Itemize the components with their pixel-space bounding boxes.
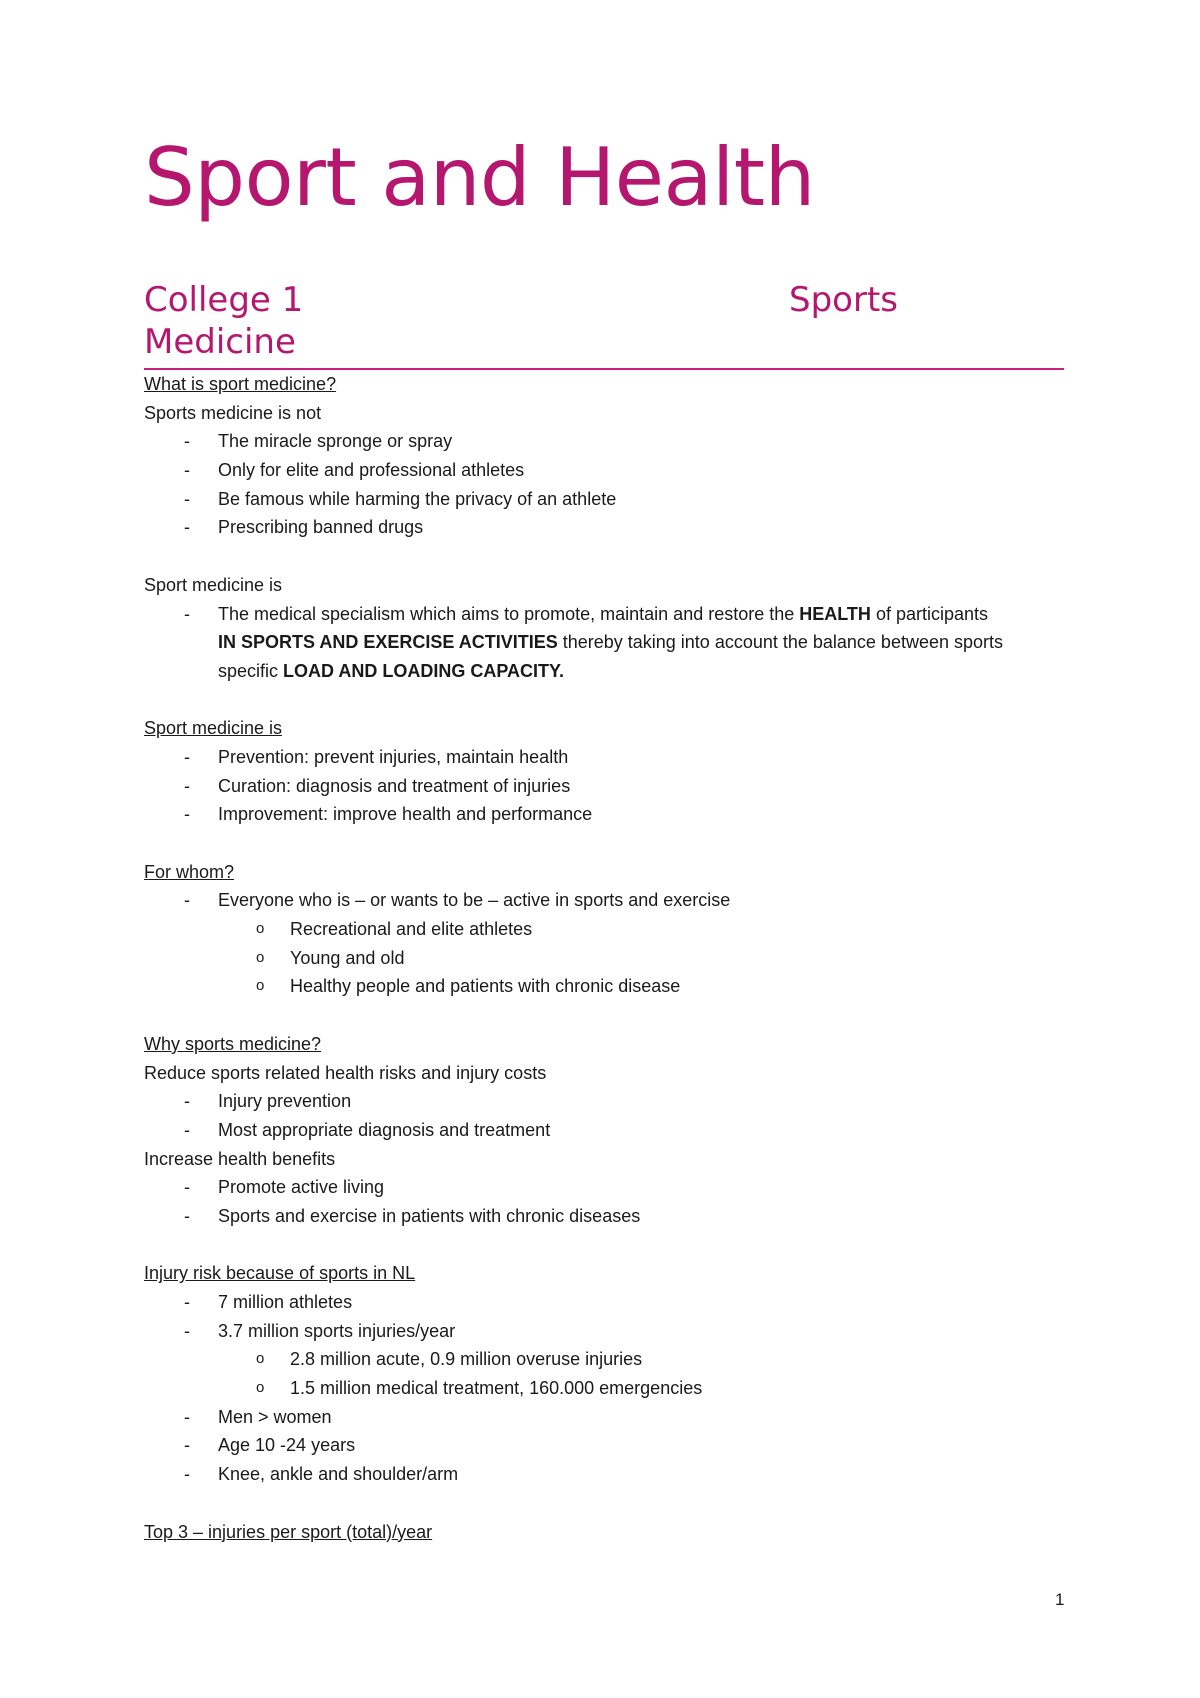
sub-list-item: o 1.5 million medical treatment, 160.000 emergencies	[256, 1378, 703, 1399]
for-whom-heading: For whom?	[144, 861, 235, 882]
list-item: - Only for elite and professional athletes	[184, 460, 525, 481]
page-title: Sport and Health	[144, 131, 815, 224]
list-item: - Sports and exercise in patients with chronic diseases	[184, 1205, 641, 1226]
what-is-heading: What is sport medicine?	[144, 374, 337, 394]
list-item: - Be famous while harming the privacy of an athlete	[184, 488, 617, 509]
list-item-continuation: IN SPORTS AND EXERCISE ACTIVITIES thereby taking into account the balance between sports	[218, 632, 1004, 653]
heading-medicine: Medicine	[144, 322, 296, 362]
sub-list-item: o 2.8 million acute, 0.9 million overuse injuries	[256, 1349, 643, 1370]
list-item: - 7 million athletes	[184, 1292, 353, 1312]
top3-heading: Top 3 – injuries per sport (total)/year	[144, 1521, 433, 1542]
injury-risk-heading: Injury risk because of sports in NL	[144, 1263, 416, 1284]
list-item: - Men > women	[184, 1406, 332, 1427]
paragraph: Increase health benefits	[144, 1148, 336, 1169]
sub-list-item: o Young and old	[256, 947, 405, 968]
section-heading	[144, 280, 1064, 370]
list-item: - Everyone who is – or wants to be – active in sports and exercise	[184, 890, 731, 911]
sport-medicine-is-heading: Sport medicine is	[144, 718, 283, 739]
page-number: 1	[1055, 1590, 1065, 1609]
heading-sports: Sports	[789, 280, 898, 320]
list-item: - Injury prevention	[184, 1091, 352, 1112]
document-body	[144, 370, 1074, 1546]
list-item: - Prescribing banned drugs	[184, 517, 424, 538]
list-item: - 3.7 million sports injuries/year	[184, 1320, 456, 1341]
paragraph: Reduce sports related health risks and injury costs	[144, 1062, 547, 1083]
list-item-continuation: specific LOAD AND LOADING CAPACITY.	[218, 660, 565, 681]
list-item: - Improvement: improve health and performance	[184, 804, 593, 825]
paragraph: Sports medicine is not	[144, 402, 322, 423]
heading-college: College 1	[144, 280, 304, 320]
list-item: - Knee, ankle and shoulder/arm	[184, 1464, 459, 1485]
list-item: - Most appropriate diagnosis and treatment	[184, 1119, 551, 1140]
list-item: - Prevention: prevent injuries, maintain health	[184, 746, 569, 767]
list-item: - Curation: diagnosis and treatment of injuries	[184, 775, 571, 796]
list-item: - Age 10 -24 years	[184, 1435, 356, 1456]
sub-list-item: o Healthy people and patients with chronic disease	[256, 976, 681, 997]
why-heading: Why sports medicine?	[144, 1033, 322, 1054]
list-item: - The miracle spronge or spray	[184, 431, 453, 452]
list-item: - The medical specialism which aims to promote, maintain and restore the HEALTH of participants	[184, 603, 988, 624]
list-item: - Promote active living	[184, 1177, 385, 1198]
sub-list-item: o Recreational and elite athletes	[256, 919, 533, 940]
paragraph: Sport medicine is	[144, 574, 283, 595]
